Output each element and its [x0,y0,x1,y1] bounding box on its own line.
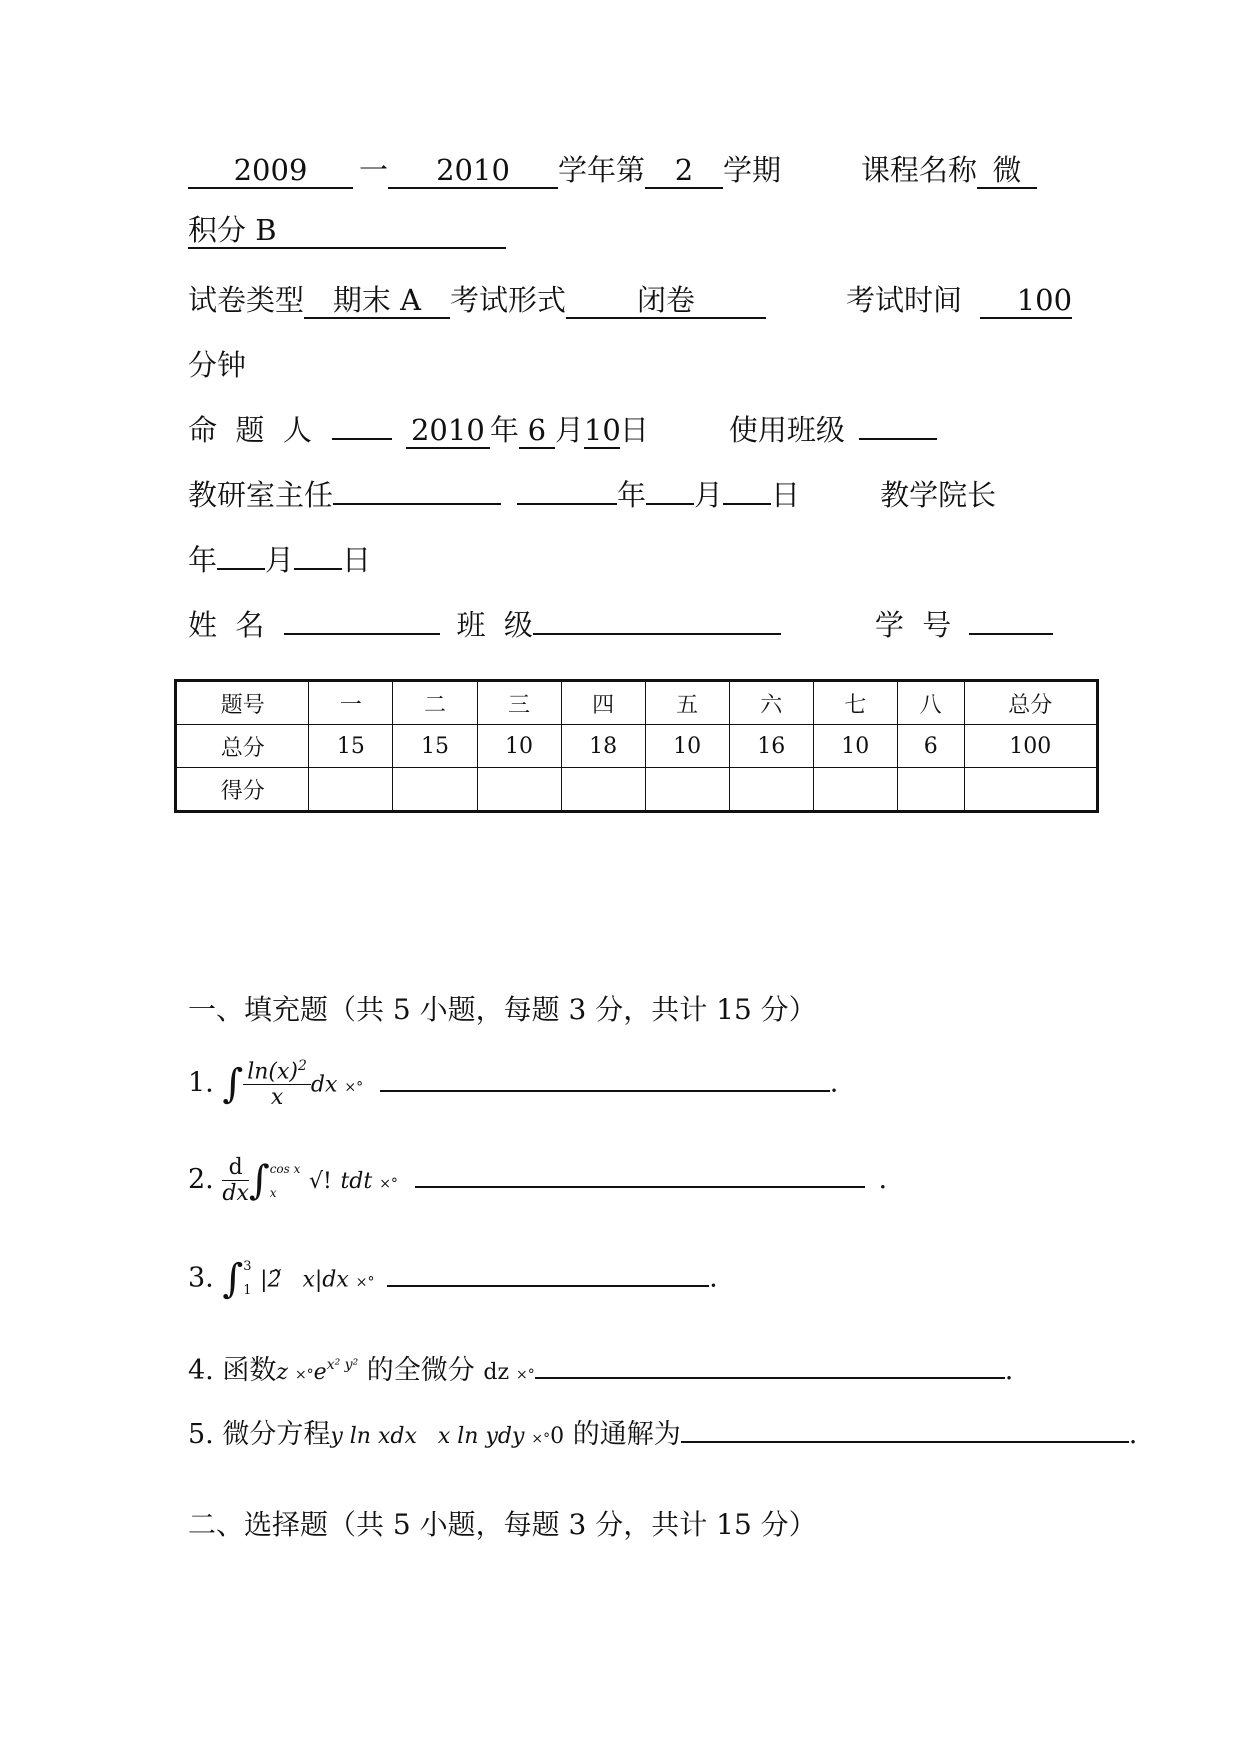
char-day: 日 [771,478,801,512]
table-cell: 总分 [176,725,309,768]
question-text: 的通解为 [572,1419,681,1450]
unit-minutes: 分钟 [188,348,247,382]
label-course: 课程名称 [861,153,978,187]
date-year: 2010 [406,413,490,449]
sqrt-term: √! [308,1169,332,1194]
year-start: 2009 [188,153,353,189]
score-input-cell[interactable] [964,768,1097,812]
table-cell: 一 [309,681,393,725]
answer-blank-1[interactable] [380,1086,830,1092]
table-row [176,681,1098,725]
course-name-part1: 微 [977,153,1037,189]
table-cell: 10 [477,725,561,768]
year-dash: 一 [359,153,389,187]
question-text: 5. 微分方程 [188,1419,331,1450]
answer-blank-3[interactable] [387,1281,709,1287]
section1-title: 一、填充题（共 5 小题，每题 3 分，共计 15 分） [188,993,817,1026]
author-blank[interactable] [332,434,392,440]
director-blank[interactable] [333,499,501,505]
table-cell: 6 [897,725,964,768]
question-text: 的全微分 [366,1355,475,1386]
label-semester: 学期 [723,153,782,187]
score-input-cell[interactable] [561,768,645,812]
period: . [1128,1419,1138,1450]
upper-limit: 3 [243,1259,252,1274]
equals-glyph: ×° [355,1274,375,1291]
integral-limits [243,1255,251,1303]
header-line-2 [188,213,506,249]
label-name: 姓 名 [188,608,265,642]
table-cell: 五 [645,681,729,725]
question-3 [188,1255,718,1303]
label-student-id: 学 号 [874,608,952,642]
date-day: 10 [583,413,621,447]
exponent: 2 [297,1058,307,1074]
equals-glyph: ×° [344,1079,364,1096]
score-input-cell[interactable] [897,768,964,812]
period: . [1004,1355,1014,1386]
name-blank[interactable] [284,629,440,635]
label-exam-form: 考试形式 [450,283,567,317]
table-cell: 15 [309,725,393,768]
question-1 [188,1058,838,1110]
period: . [709,1262,718,1294]
integral-sign: ∫ [222,1061,244,1108]
table-cell: 八 [897,681,964,725]
score-input-cell[interactable] [729,768,813,812]
lower-limit: x [269,1185,277,1200]
label-class-used: 使用班级 [728,413,845,447]
char-year: 年 [188,543,218,577]
header-line-8 [188,603,1053,644]
integrand: |2̃ x|dx [260,1267,356,1293]
table-cell: 16 [729,725,813,768]
score-table [174,679,1099,813]
header-line-1 [188,148,1037,189]
answer-blank-2[interactable] [415,1182,865,1188]
table-cell: 四 [561,681,645,725]
fraction-denominator: x [270,1085,284,1111]
class-blank[interactable] [533,629,781,635]
director-date-blank[interactable] [517,499,617,505]
class-used-blank[interactable] [859,434,937,440]
table-cell: 六 [729,681,813,725]
dean-month-blank[interactable] [217,564,265,570]
question-number: 3. [188,1262,214,1294]
dean-day-blank[interactable] [294,564,342,570]
table-cell: 题号 [176,681,309,725]
question-text: 4. 函数 [188,1355,277,1386]
char-day: 日 [342,543,372,577]
table-cell: 100 [964,725,1097,768]
table-row [176,768,1098,812]
math-var: e [313,1360,327,1385]
director-month-blank[interactable] [646,499,694,505]
label-academic-year: 学年第 [558,153,646,187]
derivative-operator [222,1155,249,1206]
math-value: 0 [550,1424,565,1449]
exam-form-value: 闭卷 [566,283,766,319]
char-month: 月 [694,478,724,512]
header-line-5 [188,408,937,449]
table-cell: 15 [393,725,477,768]
label-exam-time: 考试时间 [846,283,963,317]
table-row [176,725,1098,768]
label-class: 班 级 [456,608,533,642]
semester-value: 2 [645,153,723,189]
equation: y ln xdx x ln ydy [330,1424,532,1449]
derivative-top: d [222,1155,249,1181]
char-month: 月 [554,413,584,447]
score-input-cell[interactable] [309,768,393,812]
table-cell: 二 [393,681,477,725]
equals-glyph: ×° [531,1431,551,1447]
year-end: 2010 [388,153,558,189]
differential: dx [310,1072,345,1098]
upper-limit: cos x [269,1161,301,1176]
label-author: 命 题 人 [188,413,312,447]
label-director: 教研室主任 [188,478,334,512]
char-year: 年 [489,413,519,447]
table-cell: 18 [561,725,645,768]
table-cell: 总分 [964,681,1097,725]
integrand-tail: tdt [340,1169,380,1194]
answer-blank-4[interactable] [535,1373,1005,1379]
char-month: 月 [265,543,295,577]
period: . [878,1164,888,1195]
answer-blank-5[interactable] [681,1437,1129,1443]
question-number: 2. [188,1164,214,1195]
section2-title: 二、选择题（共 5 小题，每题 3 分，共计 15 分） [188,1508,817,1541]
table-cell: 三 [477,681,561,725]
course-name-part2: 积分 B [188,213,506,249]
question-5 [188,1412,1137,1451]
question-2 [188,1155,887,1206]
math-var: dz [483,1360,517,1385]
score-input-cell[interactable] [393,768,477,812]
director-day-blank[interactable] [723,499,771,505]
header-line-7 [188,538,371,579]
student-id-blank[interactable] [969,629,1053,635]
table-cell: 七 [813,681,897,725]
derivative-bottom: dx [222,1181,249,1206]
header-line-3 [188,278,1072,319]
lower-limit: 1 [243,1283,252,1298]
table-cell: 10 [645,725,729,768]
paper-type-value: 期末 A [304,283,450,319]
char-day: 日 [619,413,649,447]
fraction-numerator: ln(x) [247,1059,298,1085]
header-line-6 [188,473,996,514]
fraction [243,1058,311,1110]
score-input-cell[interactable] [645,768,729,812]
question-4 [188,1348,1013,1387]
equals-glyph: ×° [379,1176,398,1192]
header-line-4 [188,343,246,384]
score-input-cell[interactable] [813,768,897,812]
exam-time-value: 100 [980,283,1072,319]
char-year: 年 [617,478,647,512]
integral-sign: ∫ [222,1256,244,1302]
integral-sign: ∫ [248,1157,270,1204]
math-var: z [276,1360,295,1385]
score-input-cell[interactable] [477,768,561,812]
table-cell: 得分 [176,768,309,812]
date-month: 6 [519,413,555,449]
equals-glyph: ×° [294,1367,314,1383]
integral-limits [270,1157,301,1205]
table-cell: 10 [813,725,897,768]
question-number: 1. [188,1067,214,1099]
period: . [829,1067,839,1099]
label-paper-type: 试卷类型 [188,283,305,317]
equals-glyph: ×° [516,1367,535,1383]
exponent: x² y² [326,1357,359,1373]
label-dean: 教学院长 [880,478,997,512]
